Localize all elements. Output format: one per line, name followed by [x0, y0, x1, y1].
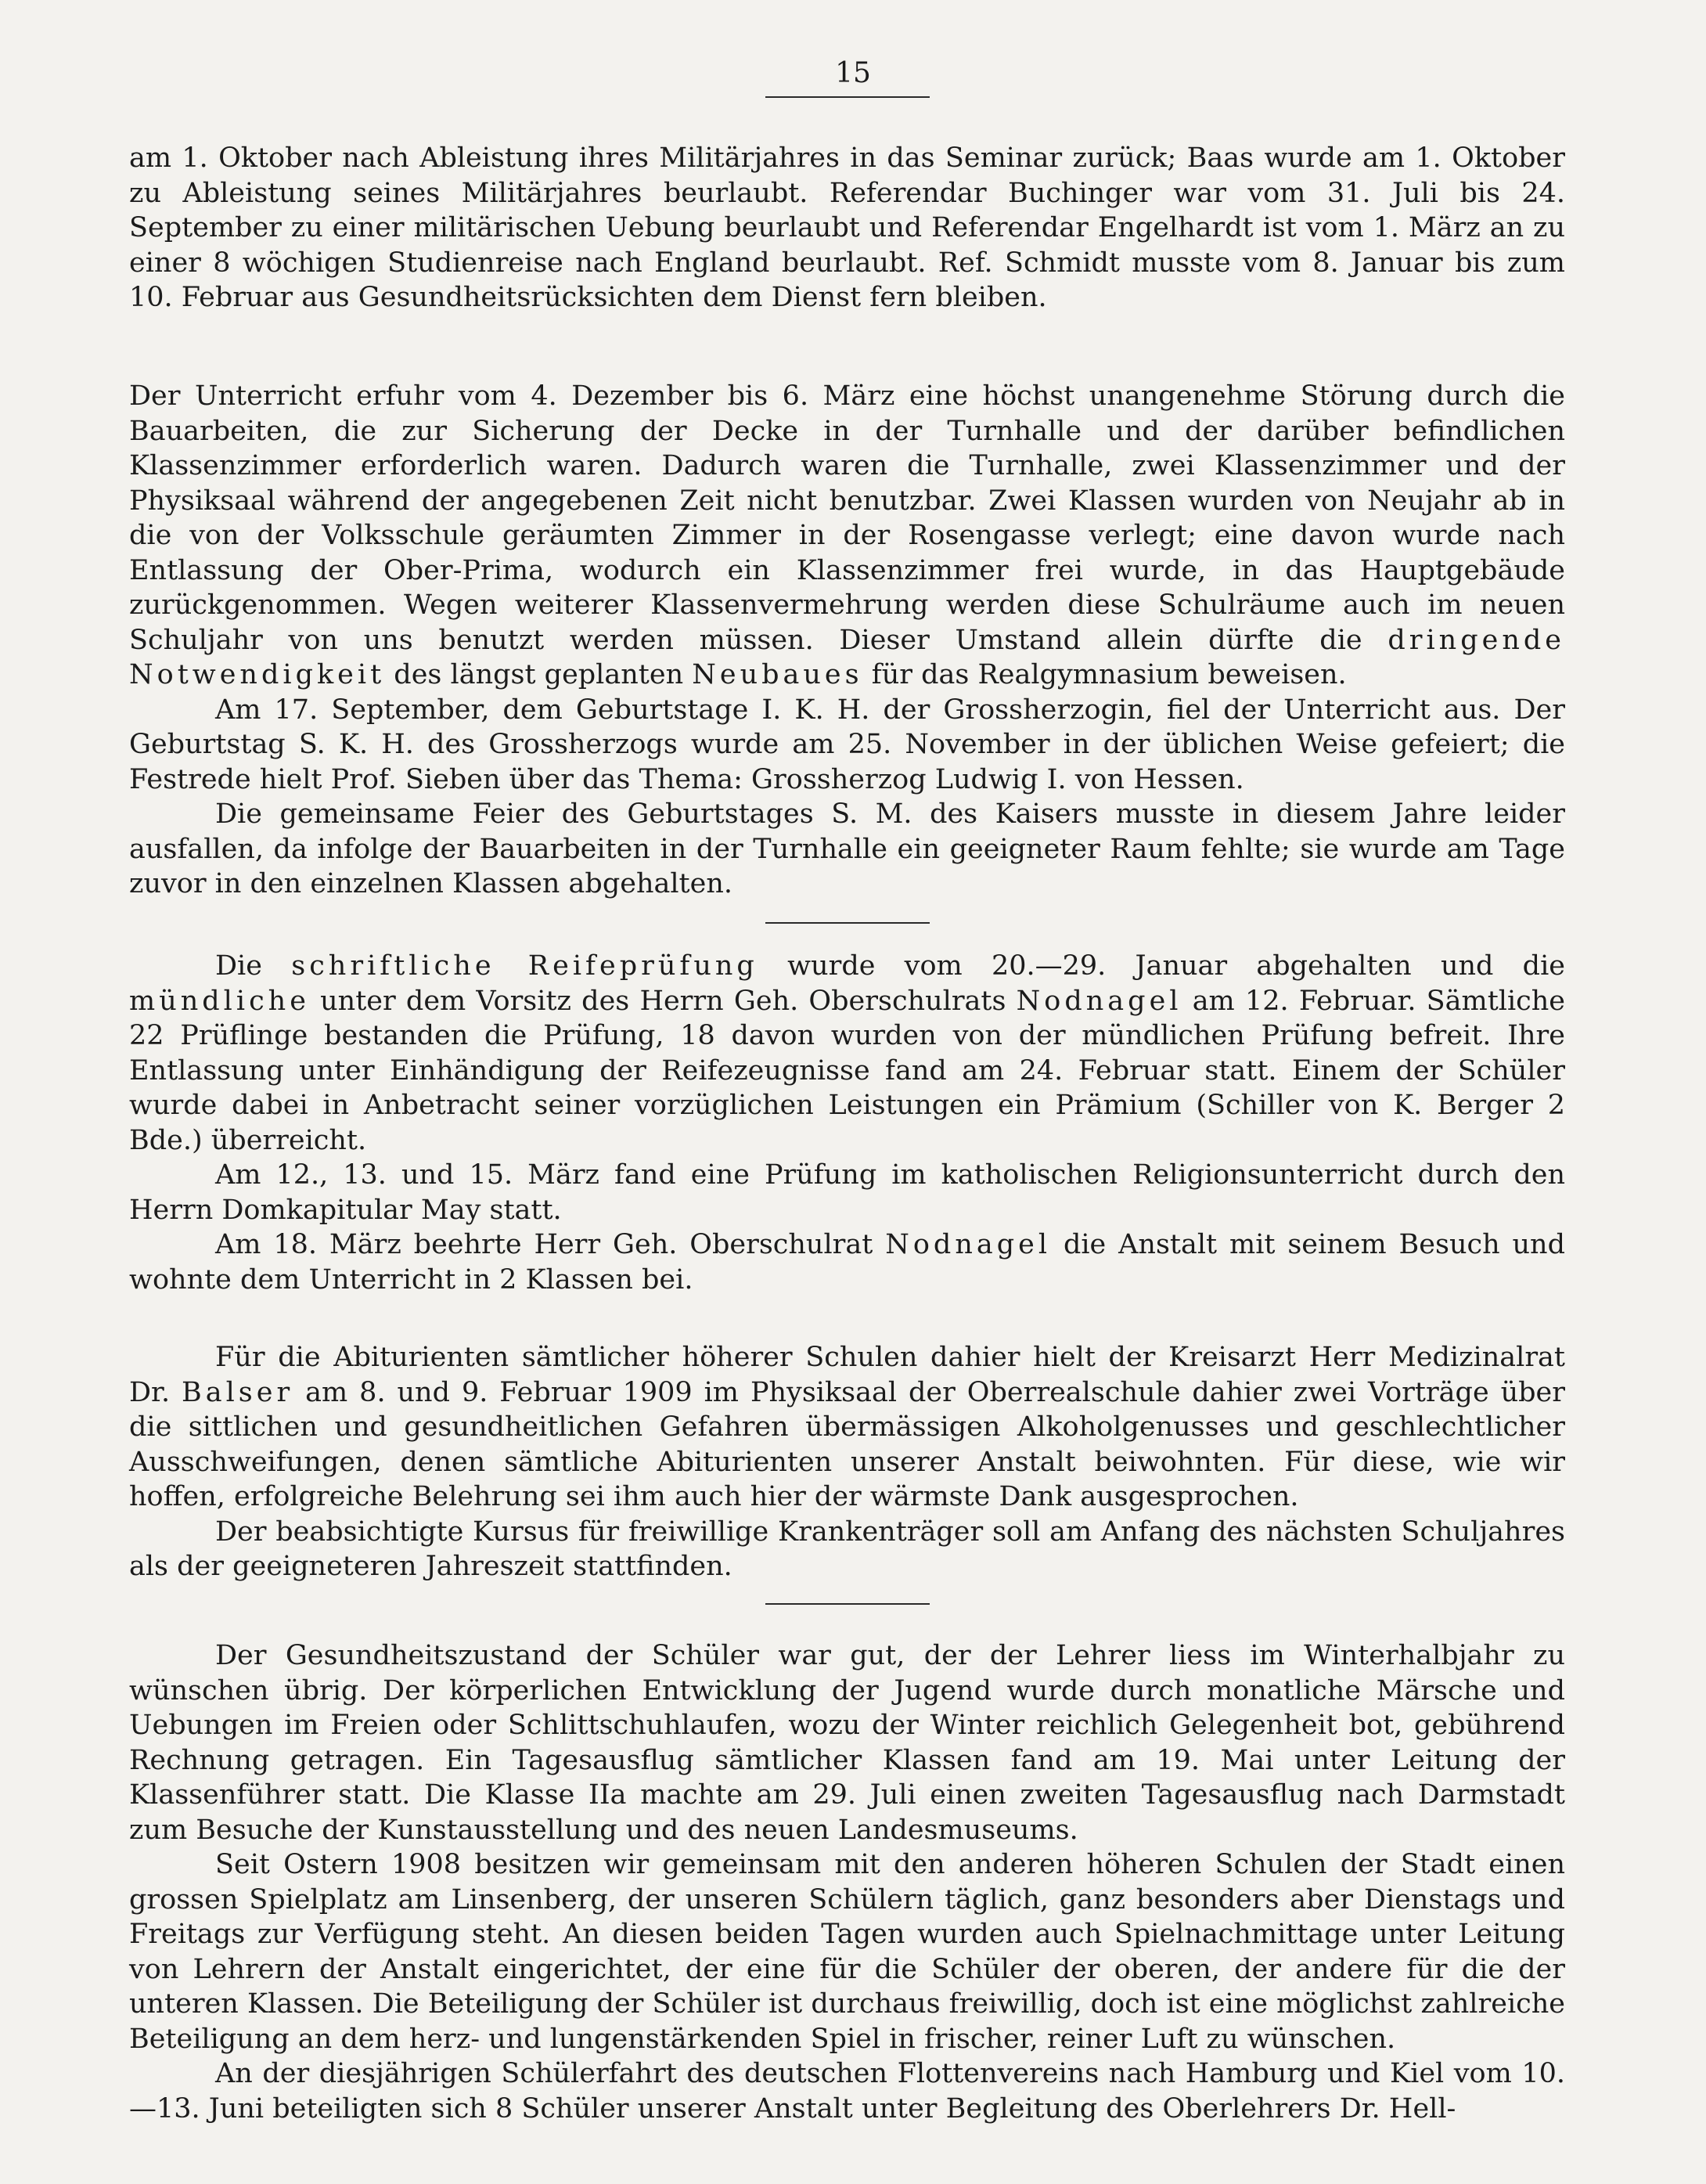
emphasis-text: Nodnagel — [1016, 985, 1182, 1017]
section-health-lectures — [129, 1340, 1565, 1584]
paragraph-first-aid-course: Der beabsichtigte Kursus für freiwillige Krankenträger soll am Anfang des nächsten Schuljahres als der geeigneteren Jahreszeit stattfinden. — [129, 1515, 1565, 1582]
emphasis-text: mündliche — [129, 985, 310, 1017]
paragraph-health-status: Der Gesundheitszustand der Schüler war gut, der der Lehrer liess im Winterhalbjahr zu wünschen übrig. Der körperlichen Entwicklung der Jugend wurde durch monatliche Märsche und Uebungen im Freien oder Schlittschuhlaufen, wozu der Winter reichlich Gelegenheit bot, gebührend Rechnung getragen. Ein Tagesausflug sämtlicher Klassen fand am 19. Mai unter Leitung der Klassenführer statt. Die Klasse IIa machte am 29. Juli einen zweiten Tagesausflug nach Darmstadt zum Besuche der Kunstausstellung und des neuen Landesmuseums. — [129, 1640, 1565, 1846]
section-building-works — [129, 379, 1565, 902]
paragraph-alcohol-lectures — [129, 1340, 1565, 1515]
paragraph-building-disruption — [129, 379, 1565, 693]
paragraph-playground: Seit Ostern 1908 besitzen wir gemeinsam mit den anderen höheren Schulen der Stadt einen grossen Spielplatz am Linsenberg, der unseren Schülern täglich, ganz besonders aber Dienstags und Freitags zur Verfügung steht. An diesen beiden Tagen wurden auch Spielnachmittage unter Leitung von Lehrern der Anstalt eingerichtet, der eine für die Schüler der oberen, der andere für die der unteren Klassen. Die Beteiligung der Schüler ist durchaus freiwillig, doch ist eine möglichst zahlreiche Beteiligung an dem herz- und lungenstärkenden Spiel in frischer, reiner Luft zu wünschen. — [129, 1849, 1565, 2055]
emphasis-text: dringende Notwendigkeit — [129, 624, 1565, 690]
text-run: des längst geplanten — [385, 659, 693, 690]
emphasis-text: Neubaues — [692, 659, 863, 690]
paragraph-navy-trip: An der diesjährigen Schülerfahrt des deutschen Flottenvereins nach Hamburg und Kiel vom 10.—13. Juni beteiligten sich 8 Schüler unserer Anstalt unter Begleitung des Oberlehrers Dr. Hell- — [129, 2058, 1565, 2125]
text-run: am 12. Februar. Sämtliche 22 Prüflinge bestanden die Prüfung, 18 davon wurden von der mündlichen Prüfung befreit. Ihre Entlassung unter Einhändigung der Reifezeugnisse fand am 24. Februar statt. Einem der Schüler wurde dabei in Anbetracht seiner vorzüglichen Leistungen ein Prämium (Schiller von K. Berger 2 Bde.) überreicht. — [129, 985, 1566, 1156]
text-run: Am 18. März beehrte Herr Geh. Oberschulrat — [215, 1229, 886, 1260]
paragraph-inspection-visit — [129, 1227, 1565, 1297]
emphasis-text: schriftliche Reifeprüfung — [291, 950, 758, 982]
section-health-and-sports — [129, 1638, 1565, 2126]
text-run: Der Unterricht erfuhr vom 4. Dezember bis 6. März eine höchst unangenehme Störung durch die Bauarbeiten, die zur Sicherung der Decke in der Turnhalle und der darüber befindlichen Klassenzimmer erforderlich waren. Dadurch waren die Turnhalle, zwei Klassenzimmer und der Physiksaal während der angegebenen Zeit nicht benutzbar. Zwei Klassen wurden von Neujahr ab in die von der Volksschule geräumten Zimmer in der Rosengasse verlegt; eine davon wurde nach Entlassung der Ober-Prima, wodurch ein Klassenzimmer frei wurde, in das Hauptgebäude zurückgenommen. Wegen weiterer Klassenvermehrung werden diese Schulräume auch im neuen Schuljahr von uns benutzt werden müssen. Dieser Umstand allein dürfte die — [129, 380, 1565, 656]
text-run: unter dem Vorsitz des Herrn Geh. Oberschulrats — [309, 985, 1017, 1017]
section-divider — [765, 1603, 930, 1605]
paragraph-birthdays: Am 17. September, dem Geburtstage I. K. H. der Grossherzogin, fiel der Unterricht aus. Der Geburtstag S. K. H. des Grossherzogs wurde am 25. November in der üblichen Weise gefeiert; die Festrede hielt Prof. Sieben über das Thema: Grossherzog Ludwig I. von Hessen. — [129, 694, 1565, 795]
text-run: am 8. und 9. Februar 1909 im Physiksaal der Oberrealschule dahier zwei Vorträge über die sittlichen und gesundheitlichen Gefahren übermässigen Alkoholgenusses und geschlechtlicher Ausschweifungen, denen sämtliche Abiturienten unserer Anstalt beiwohnten. Für diese, wie wir hoffen, erfolgreiche Belehrung sei ihm auch hier der wärmste Dank ausgesprochen. — [129, 1376, 1565, 1512]
text-run: Für die Abiturienten sämtlicher höherer Schulen dahier hielt der Kreisarzt Herr Medizinalrat Dr. — [129, 1342, 1565, 1408]
page-number: 15 — [835, 57, 871, 89]
section-divider — [765, 922, 930, 924]
text-run: wurde vom 20.—29. Januar abgehalten und die — [758, 950, 1565, 982]
paragraph-kaiser-birthday: Die gemeinsame Feier des Geburtstages S. M. des Kaisers musste in diesem Jahre leider ausfallen, da infolge der Bauarbeiten in der Turnhalle ein geeigneter Raum fehlte; sie wurde am Tage zuvor in den einzelnen Klassen abgehalten. — [129, 798, 1565, 899]
paragraph-staff-leave: am 1. Oktober nach Ableistung ihres Militärjahres in das Seminar zurück; Baas wurde am 1. Oktober zu Ableistung seines Militärjahres beurlaubt. Referendar Buchinger war vom 31. Juli bis 24. September zu einer militärischen Uebung beurlaubt und Referendar Engelhardt ist vom 1. März an zu einer 8 wöchigen Studienreise nach England beurlaubt. Ref. Schmidt musste vom 8. Januar bis zum 10. Februar aus Gesundheitsrücksichten dem Dienst fern bleiben. — [129, 142, 1565, 313]
section-leave-of-staff — [129, 141, 1565, 315]
paragraph-final-exam — [129, 949, 1565, 1158]
emphasis-text: Balser — [182, 1376, 294, 1408]
section-examinations — [129, 949, 1565, 1297]
text-run: Die — [215, 950, 292, 982]
header-rule — [765, 96, 930, 98]
text-run: die Anstalt mit seinem Besuch und wohnte dem Unterricht in 2 Klassen bei. — [129, 1229, 1566, 1296]
emphasis-text: Nodnagel — [885, 1229, 1052, 1260]
paragraph-religion-exam: Am 12., 13. und 15. März fand eine Prüfung im katholischen Religionsunterricht durch den Herrn Domkapitular May statt. — [129, 1159, 1565, 1226]
text-run: für das Realgymnasium beweisen. — [862, 659, 1347, 690]
